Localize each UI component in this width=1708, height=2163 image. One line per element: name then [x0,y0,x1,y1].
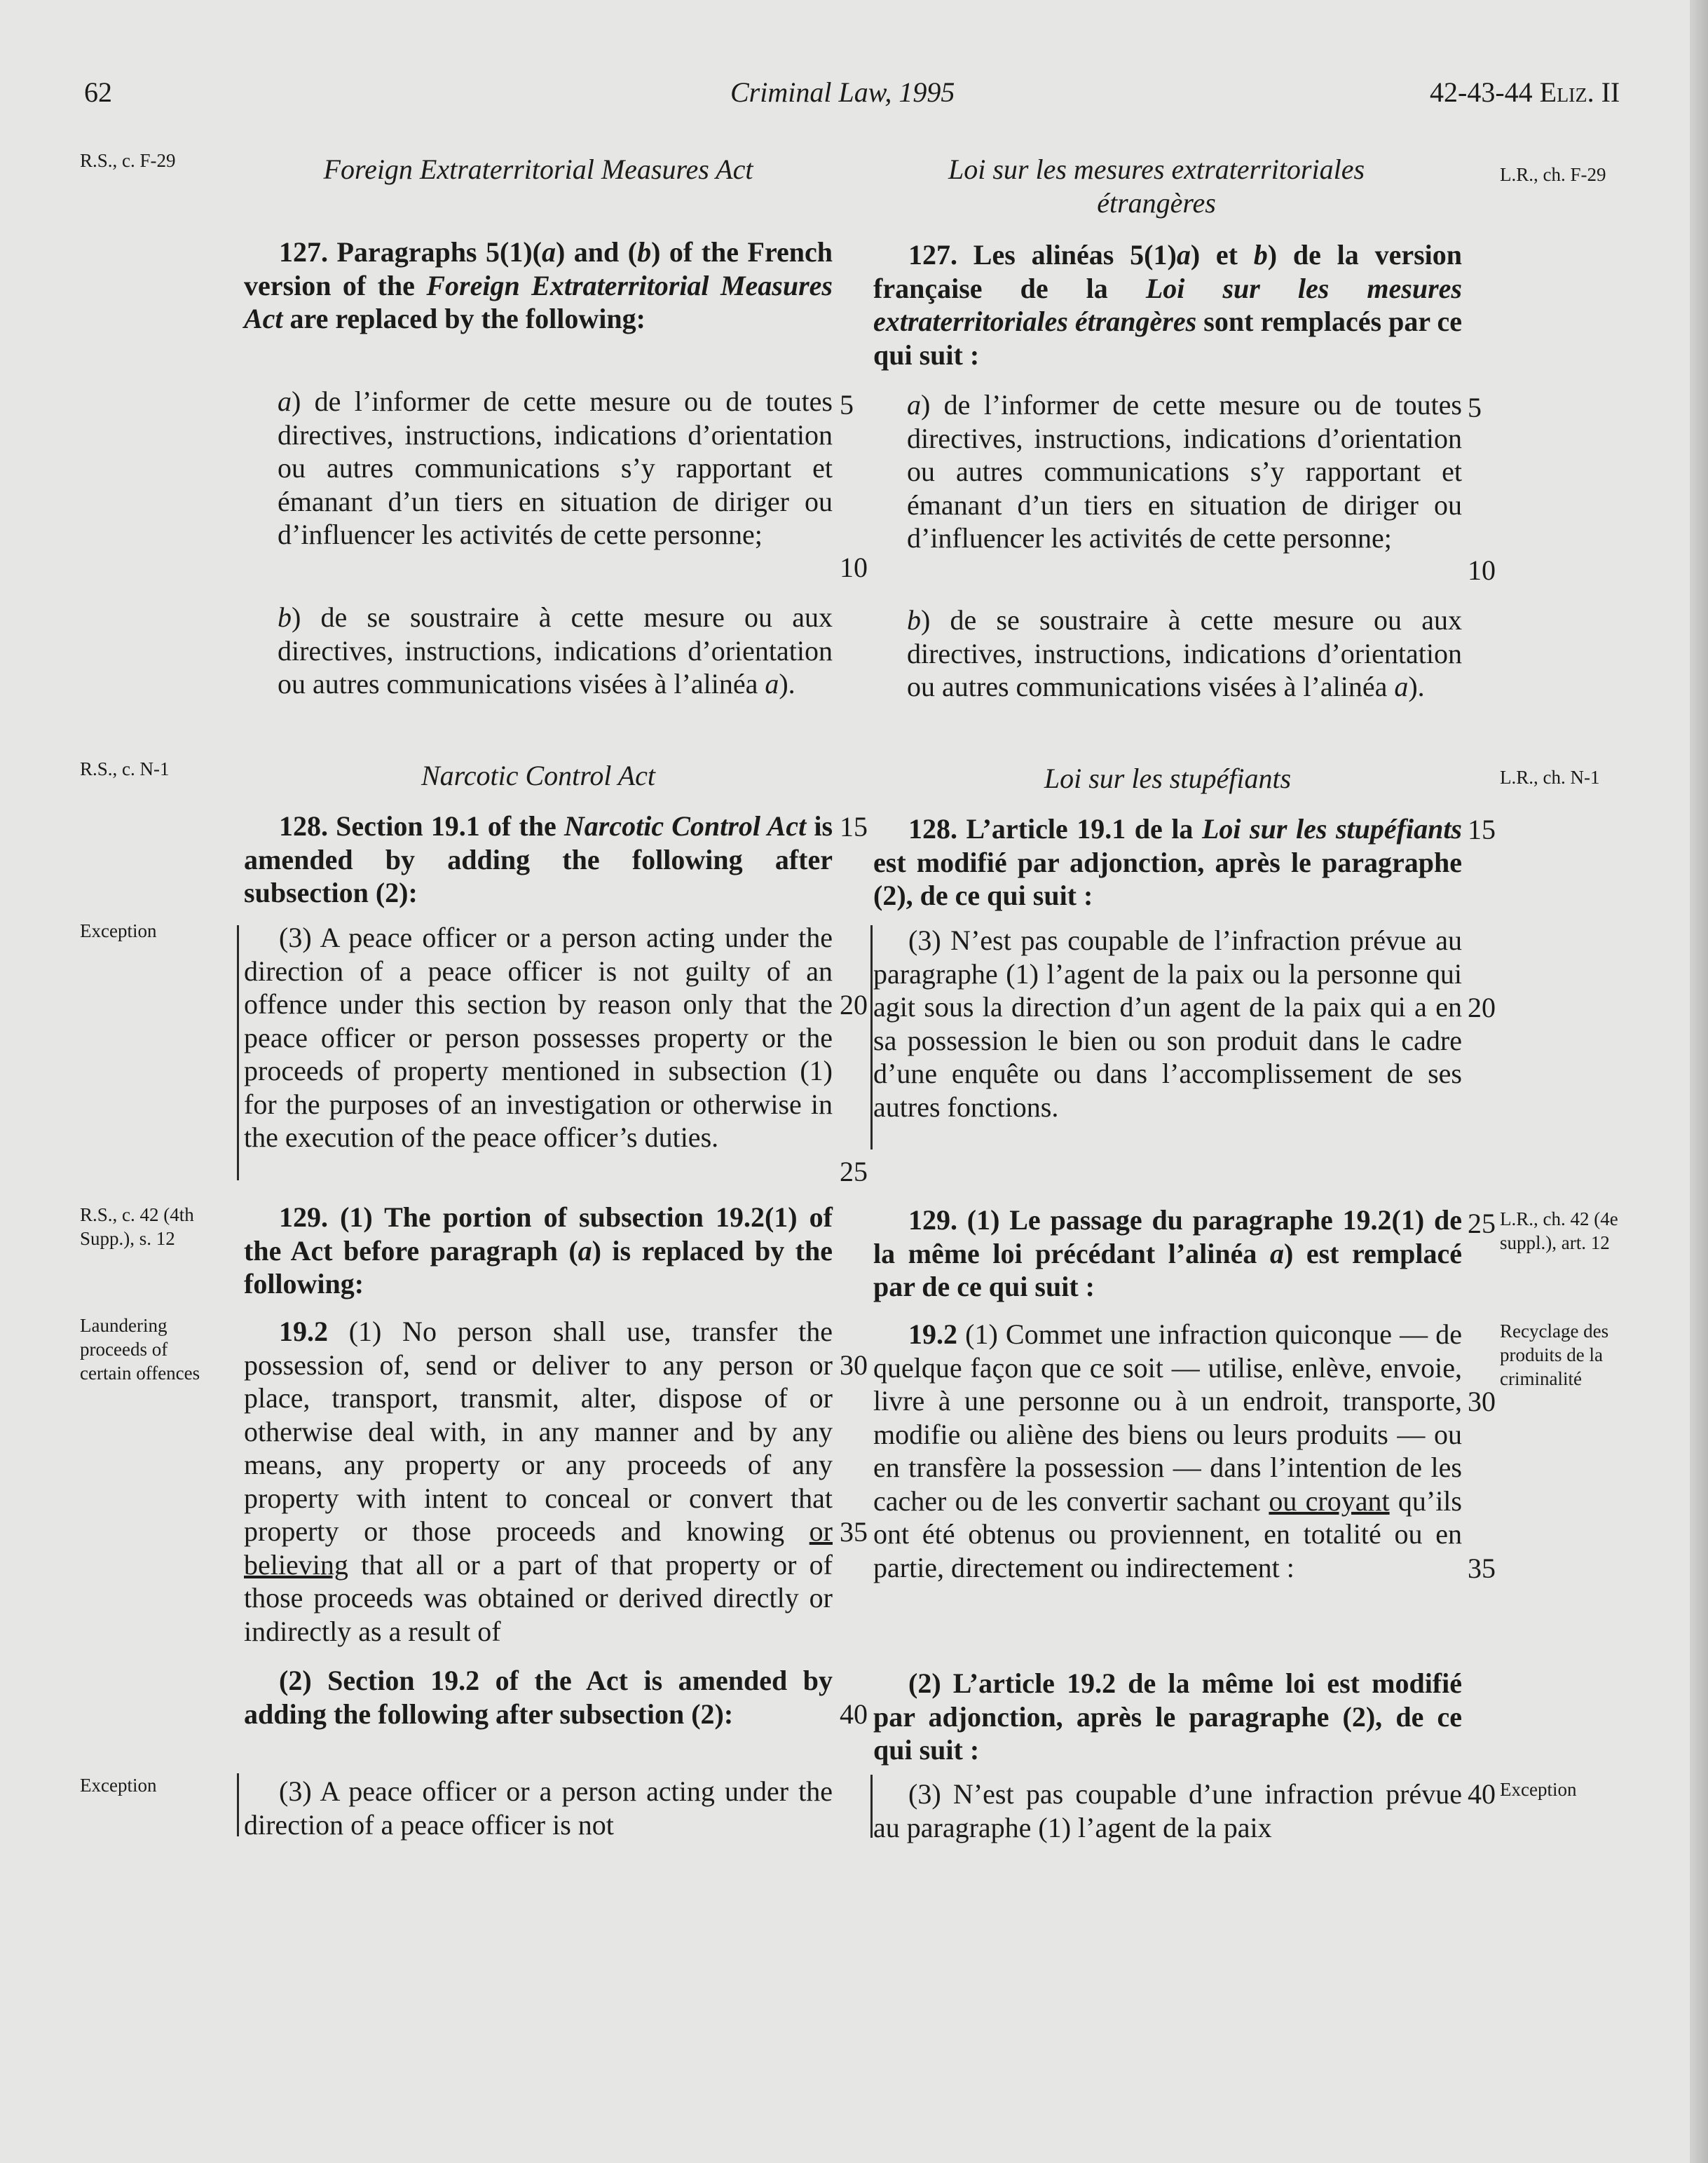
line-number: 10 [1468,554,1496,586]
line-number: 20 [840,989,868,1021]
page-number: 62 [84,76,112,108]
line-number: 40 [1468,1778,1496,1810]
line-number: 40 [840,1698,868,1730]
amendment-bar [870,1775,873,1838]
amendment-bar [237,1773,239,1836]
margin-note-recyclage: Recyclage des produits de la criminalité [1500,1321,1609,1389]
section-129-2-fr: (2) L’article 19.2 de la même loi est modifié par adjonction, après le paragraphe (2), de ce qui suit : [873,1667,1462,1766]
regnal-year: 42-43-44 Eliz. II [1430,76,1620,108]
line-number: 15 [840,811,868,842]
act-heading: Foreign Extraterritorial Measures Act [323,153,753,185]
section-129-2-en: (2) Section 19.2 of the Act is amended by adding the following after subsection (2): [244,1665,833,1730]
act-heading: Narcotic Control Act [421,760,656,791]
paragraph-b-en: b) de se soustraire à cette mesure ou aux directives, instructions, indications d’orientation ou autres communications visées à l’alinéa a). [278,601,833,700]
amendment-bar [237,925,239,1180]
line-number: 5 [840,389,854,421]
line-number: 30 [1468,1386,1496,1417]
line-number: 20 [1468,992,1496,1023]
act-heading: Loi sur les stupéfiants [1044,763,1292,794]
section-127-fr: 127. Les alinéas 5(1)a) et b) de la version française de la Loi sur les mesures extraterritoriales étrangères sont remplacés par ce qui suit : [873,239,1463,371]
line-number: 5 [1468,392,1482,423]
paragraph-b-fr: b) de se soustraire à cette mesure ou aux directives, instructions, indications d’orientation ou autres communications visées à l’alinéa a). [907,604,1462,702]
subsection-3-en: (3) A peace officer or a person acting under the direction of a peace officer is not guilty of an offence under this section by reason only that the peace officer or person possesses property or the proceeds of property mentioned in subsection (1) for the purposes of an investigation or otherwise in the execution of the peace officer’s duties. [244,922,833,1153]
section-19-2-en: 19.2 (1) No person shall use, transfer the possession of, send or deliver to any person or place, transport, transmit, alter, dispose of or otherwise deal with, in any manner and by any means, any property or any proceeds of any property with intent to conceal or convert that property or those proceeds and knowing or believing that all or a part of that property or of those proceeds was obtained or derived directly or indirectly as a result of [244,1316,833,1647]
section-127-en: 127. Paragraphs 5(1)(a) and (b) of the French version of the Foreign Extraterritorial Measures Act are replaced by the following: [244,236,833,334]
line-number: 35 [840,1516,868,1548]
margin-note-exception: Exception [80,1775,157,1796]
line-number: 30 [840,1349,868,1381]
margin-note-rs-n1: R.S., c. N-1 [80,758,170,779]
section-128-fr: 128. L’article 19.1 de la Loi sur les stupéfiants est modifié par adjonction, après le paragraphe (2), de ce qui suit : [873,813,1462,911]
paragraph-a-fr: a) de l’informer de cette mesure ou de toutes directives, instructions, indications d’orientation ou autres communications s’y rapportant et émanant d’un tiers en situation de diriger ou d’influencer les activités de cette personne; [907,389,1462,554]
margin-note-exception: Exception [1500,1779,1577,1800]
subsection-3-en: (3) A peace officer or a person acting under the direction of a peace officer is not [244,1775,833,1841]
margin-note-lr-42: L.R., ch. 42 (4e suppl.), art. 12 [1500,1208,1618,1253]
page-edge [1690,0,1708,2163]
line-number: 25 [840,1156,868,1187]
line-number: 25 [1468,1208,1496,1239]
section-129-1-fr: 129. (1) Le passage du paragraphe 19.2(1) de la même loi précédant l’alinéa a) est remplacé par de ce qui suit : [873,1204,1462,1302]
line-number: 10 [840,552,868,583]
margin-note-lr-f29: L.R., ch. F-29 [1500,164,1606,185]
line-number: 15 [1468,814,1496,845]
act-heading: Loi sur les mesures extraterritoriales étrangères [948,153,1365,219]
subsection-3-fr: (3) N’est pas coupable d’une infraction prévue au paragraphe (1) l’agent de la paix [873,1778,1462,1843]
paragraph-a-en: a) de l’informer de cette mesure ou de toutes directives, instructions, indications d’orientation ou autres communications s’y rapportant et émanant d’un tiers en situation de diriger ou d’influencer les activités de cette personne; [278,385,833,550]
margin-note-rs-42: R.S., c. 42 (4th Supp.), s. 12 [80,1204,194,1249]
margin-note-exception: Exception [80,920,157,941]
running-title: Criminal Law, 1995 [730,76,955,108]
section-19-2-fr: 19.2 (1) Commet une infraction quiconque — de quelque façon que ce soit — utilise, enlève, envoie, livre à une personne ou à un endroit, transporte, modifie ou aliène des biens ou leurs produits — ou en transfère la possession — dans l’intention de les cacher ou de les convertir sachant ou croyant qu’ils ont été obtenus ou proviennent, en totalité ou en partie, directement ou indirectement : [873,1318,1462,1583]
subsection-3-fr: (3) N’est pas coupable de l’infraction prévue au paragraphe (1) l’agent de la paix ou la personne qui agit sous la direction d’un agent de la paix qui a en sa possession le bien ou son produit dans le cadre d’une enquête ou dans l’accomplissement de ses autres fonctions. [873,924,1462,1123]
section-129-1-en: 129. (1) The portion of subsection 19.2(1) of the Act before paragraph (a) is replaced by the following: [244,1201,833,1299]
section-128-en: 128. Section 19.1 of the Narcotic Control Act is amended by adding the following after subsection (2): [244,810,833,908]
amendment-bar [870,925,873,1149]
margin-note-rs-f29: R.S., c. F-29 [80,150,176,171]
margin-note-lr-n1: L.R., ch. N-1 [1500,767,1600,788]
line-number: 35 [1468,1553,1496,1584]
margin-note-laundering: Laundering proceeds of certain offences [80,1315,200,1384]
